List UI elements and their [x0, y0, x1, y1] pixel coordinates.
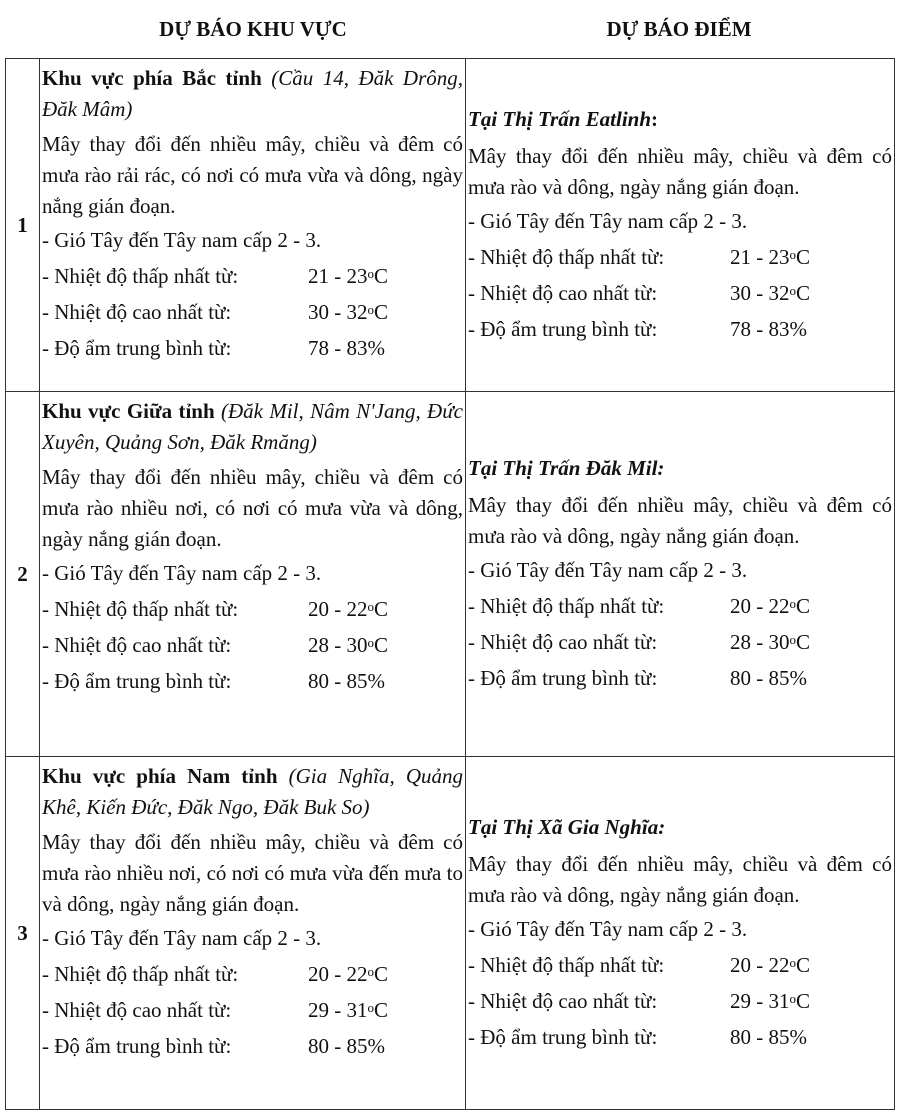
point-name: Tại Thị Trấn Đăk Mil:: [468, 455, 665, 480]
max-temp-line: - Nhiệt độ cao nhất từ: 28 - 30$^o$C: [468, 629, 811, 654]
area-districts: (Cầu 14, Đăk Drông, Đăk Mâm): [42, 66, 463, 121]
point-name: Tại Thị Xã Gia Nghĩa:: [468, 814, 666, 839]
min-temp-line: - Nhiệt độ thấp nhất từ: 20 - 22$^o$C: [468, 593, 811, 618]
point-forecast-cell: [466, 392, 895, 757]
wind-line: - Gió Tây đến Tây nam cấp 2 - 3.: [42, 926, 322, 950]
max-temp-line: - Nhiệt độ cao nhất từ: 29 - 31$^o$C: [468, 988, 811, 1013]
max-temp-line: - Nhiệt độ cao nhất từ: 30 - 32$^o$C: [42, 300, 389, 324]
min-temp-line: - Nhiệt độ thấp nhất từ: 20 - 22$^o$C: [42, 962, 389, 986]
max-temp-value: 28 - 30: [308, 633, 368, 657]
humidity-line: - Độ ẩm trung bình từ: 80 - 85%: [468, 1019, 892, 1055]
max-temp-line: - Nhiệt độ cao nhất từ: 29 - 31$^o$C: [42, 998, 389, 1022]
humidity-value: 80 - 85%: [308, 1034, 385, 1058]
max-temp-value: 30 - 32: [308, 300, 368, 324]
min-temp-value: 20 - 22: [730, 593, 790, 618]
table-row: [6, 59, 895, 392]
wind-line: - Gió Tây đến Tây nam cấp 2 - 3.: [468, 208, 748, 233]
area-forecast-cell: [40, 392, 466, 757]
min-temp-value: 20 - 22: [730, 952, 790, 977]
min-temp-line: - Nhiệt độ thấp nhất từ: 21 - 23$^o$C: [468, 244, 811, 269]
forecast-table: [5, 58, 895, 1110]
area-forecast-cell: [40, 757, 466, 1110]
max-temp-value: 29 - 31: [730, 988, 790, 1013]
area-name: Khu vực Giữa tỉnh: [42, 399, 215, 423]
humidity-line: - Độ ẩm trung bình từ: 80 - 85%: [468, 660, 892, 696]
point-forecast-cell: [466, 757, 895, 1110]
max-temp-value: 30 - 32: [730, 280, 790, 305]
humidity-line: - Độ ẩm trung bình từ: 78 - 83%: [42, 330, 463, 366]
point-forecast-header: DỰ BÁO ĐIỂM: [606, 17, 752, 41]
weather-description: Mây thay đổi đến nhiều mây, chiều và đêm có mưa rào rải rác, có nơi có mưa vừa và dông, ngày nắng gián đoạn.: [42, 132, 463, 218]
max-temp-value: 28 - 30: [730, 629, 790, 654]
area-title: [42, 396, 463, 458]
min-temp-value: 21 - 23: [730, 244, 790, 269]
area-title: [42, 63, 463, 125]
wind-line: - Gió Tây đến Tây nam cấp 2 - 3.: [468, 916, 748, 941]
area-title: [42, 761, 463, 823]
humidity-value: 80 - 85%: [308, 669, 385, 693]
weather-description: Mây thay đổi đến nhiều mây, chiều và đêm có mưa rào và dông, ngày nắng gián đoạn.: [468, 492, 892, 548]
wind-line: - Gió Tây đến Tây nam cấp 2 - 3.: [468, 557, 748, 582]
point-forecast-cell: [466, 59, 895, 392]
area-forecast-header: DỰ BÁO KHU VỰC: [159, 17, 347, 41]
area-districts: (Gia Nghĩa, Quảng Khê, Kiến Đức, Đăk Ngo, Đăk Buk So): [42, 764, 464, 819]
table-row: [6, 757, 895, 1110]
humidity-value: 80 - 85%: [730, 1024, 807, 1049]
humidity-value: 78 - 83%: [308, 336, 385, 360]
area-name: Khu vực phía Bắc tỉnh: [42, 66, 262, 90]
humidity-line: - Độ ẩm trung bình từ: 78 - 83%: [468, 311, 892, 347]
humidity-value: 80 - 85%: [730, 665, 807, 690]
min-temp-value: 20 - 22: [308, 597, 368, 621]
max-temp-line: - Nhiệt độ cao nhất từ: 28 - 30$^o$C: [42, 633, 389, 657]
row-number: 3: [6, 757, 40, 1110]
min-temp-line: - Nhiệt độ thấp nhất từ: 20 - 22$^o$C: [42, 597, 389, 621]
area-forecast-cell: [40, 59, 466, 392]
area-districts: (Đăk Mil, Nâm N'Jang, Đức Xuyên, Quảng Sơn, Đăk Rmăng): [42, 399, 463, 454]
max-temp-value: 29 - 31: [308, 998, 368, 1022]
humidity-value: 78 - 83%: [730, 316, 807, 341]
weather-description: Mây thay đổi đến nhiều mây, chiều và đêm có mưa rào và dông, ngày nắng gián đoạn.: [468, 143, 892, 199]
min-temp-line: - Nhiệt độ thấp nhất từ: 21 - 23$^o$C: [42, 264, 389, 288]
min-temp-line: - Nhiệt độ thấp nhất từ: 20 - 22$^o$C: [468, 952, 811, 977]
min-temp-value: 21 - 23: [308, 264, 368, 288]
humidity-line: - Độ ẩm trung bình từ: 80 - 85%: [42, 663, 463, 699]
area-name: Khu vực phía Nam tỉnh: [42, 764, 278, 788]
point-name: Tại Thị Trấn Eatlinh:: [468, 106, 659, 131]
weather-description: Mây thay đổi đến nhiều mây, chiều và đêm có mưa rào nhiều nơi, có nơi có mưa vừa đến mưa to và dông, ngày nắng gián đoạn.: [42, 830, 463, 916]
max-temp-line: - Nhiệt độ cao nhất từ: 30 - 32$^o$C: [468, 280, 811, 305]
weather-description: Mây thay đổi đến nhiều mây, chiều và đêm có mưa rào nhiều nơi, có nơi có mưa vừa và dông, ngày nắng gián đoạn.: [42, 465, 463, 551]
weather-description: Mây thay đổi đến nhiều mây, chiều và đêm có mưa rào và dông, ngày nắng gián đoạn.: [468, 851, 892, 907]
table-row: [6, 392, 895, 757]
row-number: 1: [6, 59, 40, 392]
wind-line: - Gió Tây đến Tây nam cấp 2 - 3.: [42, 561, 322, 585]
min-temp-value: 20 - 22: [308, 962, 368, 986]
wind-line: - Gió Tây đến Tây nam cấp 2 - 3.: [42, 228, 322, 252]
humidity-line: - Độ ẩm trung bình từ: 80 - 85%: [42, 1028, 463, 1064]
row-number: 2: [6, 392, 40, 757]
